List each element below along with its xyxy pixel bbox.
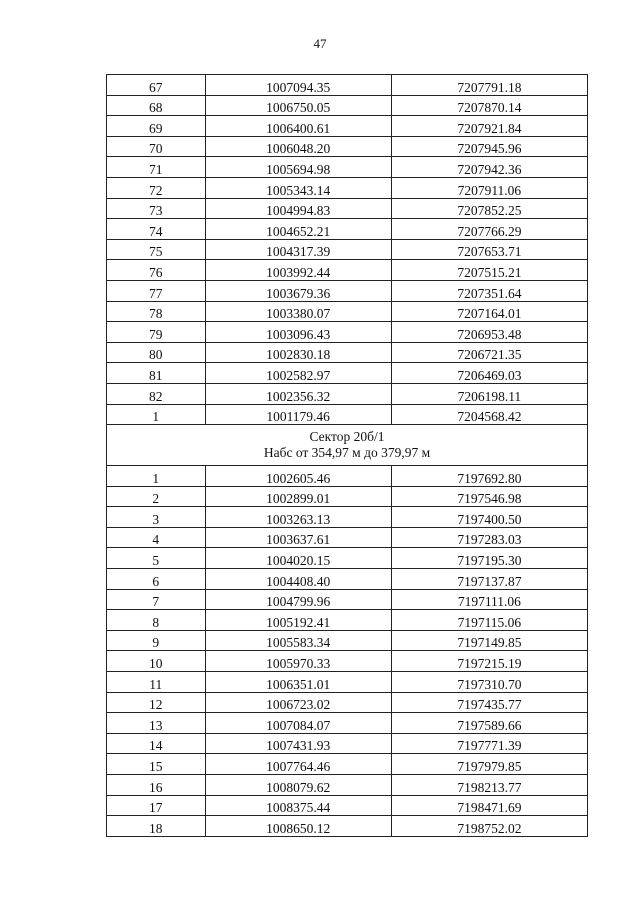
x-coordinate-cell: 1004994.83 — [205, 198, 391, 219]
table-row — [107, 342, 588, 363]
table-row — [107, 219, 588, 240]
y-coordinate-cell: 7207921.84 — [391, 116, 587, 137]
x-coordinate-cell: 1005970.33 — [205, 651, 391, 672]
point-number-cell: 81 — [107, 363, 206, 384]
table-row — [107, 322, 588, 343]
point-number-cell: 1 — [107, 466, 206, 487]
table-row — [107, 136, 588, 157]
section-subtitle: Набс от 354,97 м до 379,97 м — [263, 445, 431, 461]
y-coordinate-cell: 7197435.77 — [391, 692, 587, 713]
x-coordinate-cell: 1008375.44 — [205, 795, 391, 816]
table-row — [107, 610, 588, 631]
point-number-cell: 3 — [107, 507, 206, 528]
table-row — [107, 383, 588, 404]
table-row — [107, 816, 588, 837]
point-number-cell: 17 — [107, 795, 206, 816]
point-number-cell: 78 — [107, 301, 206, 322]
point-number-cell: 70 — [107, 136, 206, 157]
y-coordinate-cell: 7198471.69 — [391, 795, 587, 816]
point-number-cell: 67 — [107, 75, 206, 96]
x-coordinate-cell: 1003096.43 — [205, 322, 391, 343]
point-number-cell: 5 — [107, 548, 206, 569]
y-coordinate-cell: 7198213.77 — [391, 775, 587, 796]
y-coordinate-cell: 7197195.30 — [391, 548, 587, 569]
coordinates-table-body-bottom — [107, 466, 588, 837]
x-coordinate-cell: 1003992.44 — [205, 260, 391, 281]
x-coordinate-cell: 1007084.07 — [205, 713, 391, 734]
point-number-cell: 8 — [107, 610, 206, 631]
x-coordinate-cell: 1007431.93 — [205, 733, 391, 754]
x-coordinate-cell: 1001179.46 — [205, 404, 391, 425]
y-coordinate-cell: 7207870.14 — [391, 95, 587, 116]
x-coordinate-cell: 1005583.34 — [205, 630, 391, 651]
y-coordinate-cell: 7197546.98 — [391, 486, 587, 507]
table-row — [107, 630, 588, 651]
y-coordinate-cell: 7207791.18 — [391, 75, 587, 96]
x-coordinate-cell: 1004799.96 — [205, 589, 391, 610]
y-coordinate-cell: 7207164.01 — [391, 301, 587, 322]
table-row — [107, 198, 588, 219]
point-number-cell: 69 — [107, 116, 206, 137]
y-coordinate-cell: 7206198.11 — [391, 383, 587, 404]
table-row — [107, 486, 588, 507]
x-coordinate-cell: 1008650.12 — [205, 816, 391, 837]
x-coordinate-cell: 1004317.39 — [205, 239, 391, 260]
x-coordinate-cell: 1005343.14 — [205, 177, 391, 198]
point-number-cell: 9 — [107, 630, 206, 651]
y-coordinate-cell: 7197283.03 — [391, 527, 587, 548]
y-coordinate-cell: 7207766.29 — [391, 219, 587, 240]
table-row — [107, 239, 588, 260]
y-coordinate-cell: 7197979.85 — [391, 754, 587, 775]
y-coordinate-cell: 7197215.19 — [391, 651, 587, 672]
point-number-cell: 1 — [107, 404, 206, 425]
y-coordinate-cell: 7206469.03 — [391, 363, 587, 384]
table-row — [107, 651, 588, 672]
x-coordinate-cell: 1003679.36 — [205, 280, 391, 301]
section-header-row — [107, 425, 588, 466]
x-coordinate-cell: 1002582.97 — [205, 363, 391, 384]
point-number-cell: 79 — [107, 322, 206, 343]
y-coordinate-cell: 7204568.42 — [391, 404, 587, 425]
point-number-cell: 10 — [107, 651, 206, 672]
point-number-cell: 6 — [107, 569, 206, 590]
table-row — [107, 569, 588, 590]
x-coordinate-cell: 1003380.07 — [205, 301, 391, 322]
y-coordinate-cell: 7206953.48 — [391, 322, 587, 343]
point-number-cell: 68 — [107, 95, 206, 116]
x-coordinate-cell: 1002899.01 — [205, 486, 391, 507]
y-coordinate-cell: 7207351.64 — [391, 280, 587, 301]
x-coordinate-cell: 1002830.18 — [205, 342, 391, 363]
table-row — [107, 672, 588, 693]
point-number-cell: 71 — [107, 157, 206, 178]
table-row — [107, 692, 588, 713]
y-coordinate-cell: 7207945.96 — [391, 136, 587, 157]
table-row — [107, 177, 588, 198]
point-number-cell: 4 — [107, 527, 206, 548]
x-coordinate-cell: 1004652.21 — [205, 219, 391, 240]
y-coordinate-cell: 7207942.36 — [391, 157, 587, 178]
x-coordinate-cell: 1007764.46 — [205, 754, 391, 775]
y-coordinate-cell: 7198752.02 — [391, 816, 587, 837]
table-row — [107, 795, 588, 816]
table-row — [107, 404, 588, 425]
table-row — [107, 301, 588, 322]
y-coordinate-cell: 7197111.06 — [391, 589, 587, 610]
table-row — [107, 713, 588, 734]
table-row — [107, 548, 588, 569]
y-coordinate-cell: 7197400.50 — [391, 507, 587, 528]
y-coordinate-cell: 7197149.85 — [391, 630, 587, 651]
table-row — [107, 75, 588, 96]
table-row — [107, 280, 588, 301]
point-number-cell: 16 — [107, 775, 206, 796]
table-row — [107, 527, 588, 548]
point-number-cell: 7 — [107, 589, 206, 610]
point-number-cell: 14 — [107, 733, 206, 754]
x-coordinate-cell: 1004020.15 — [205, 548, 391, 569]
table-row — [107, 260, 588, 281]
y-coordinate-cell: 7197310.70 — [391, 672, 587, 693]
section-header-group — [107, 425, 588, 466]
section-title: Сектор 20б/1 — [309, 429, 385, 445]
y-coordinate-cell: 7197771.39 — [391, 733, 587, 754]
y-coordinate-cell: 7206721.35 — [391, 342, 587, 363]
y-coordinate-cell: 7197115.06 — [391, 610, 587, 631]
table-row — [107, 507, 588, 528]
point-number-cell: 82 — [107, 383, 206, 404]
section-header-cell — [107, 425, 588, 466]
x-coordinate-cell: 1005192.41 — [205, 610, 391, 631]
x-coordinate-cell: 1006351.01 — [205, 672, 391, 693]
x-coordinate-cell: 1008079.62 — [205, 775, 391, 796]
table-row — [107, 733, 588, 754]
y-coordinate-cell: 7197692.80 — [391, 466, 587, 487]
point-number-cell: 76 — [107, 260, 206, 281]
x-coordinate-cell: 1005694.98 — [205, 157, 391, 178]
point-number-cell: 74 — [107, 219, 206, 240]
table-row — [107, 157, 588, 178]
point-number-cell: 73 — [107, 198, 206, 219]
y-coordinate-cell: 7197137.87 — [391, 569, 587, 590]
y-coordinate-cell: 7197589.66 — [391, 713, 587, 734]
x-coordinate-cell: 1003637.61 — [205, 527, 391, 548]
page-number: 47 — [313, 36, 327, 51]
table-row — [107, 754, 588, 775]
point-number-cell: 72 — [107, 177, 206, 198]
x-coordinate-cell: 1006750.05 — [205, 95, 391, 116]
y-coordinate-cell: 7207515.21 — [391, 260, 587, 281]
point-number-cell: 15 — [107, 754, 206, 775]
y-coordinate-cell: 7207653.71 — [391, 239, 587, 260]
point-number-cell: 2 — [107, 486, 206, 507]
x-coordinate-cell: 1002605.46 — [205, 466, 391, 487]
point-number-cell: 12 — [107, 692, 206, 713]
x-coordinate-cell: 1006400.61 — [205, 116, 391, 137]
table-row — [107, 466, 588, 487]
point-number-cell: 75 — [107, 239, 206, 260]
point-number-cell: 18 — [107, 816, 206, 837]
table-row — [107, 363, 588, 384]
x-coordinate-cell: 1003263.13 — [205, 507, 391, 528]
x-coordinate-cell: 1006048.20 — [205, 136, 391, 157]
point-number-cell: 80 — [107, 342, 206, 363]
coordinates-table — [106, 74, 588, 837]
x-coordinate-cell: 1007094.35 — [205, 75, 391, 96]
x-coordinate-cell: 1004408.40 — [205, 569, 391, 590]
x-coordinate-cell: 1002356.32 — [205, 383, 391, 404]
table-row — [107, 116, 588, 137]
point-number-cell: 11 — [107, 672, 206, 693]
y-coordinate-cell: 7207911.06 — [391, 177, 587, 198]
y-coordinate-cell: 7207852.25 — [391, 198, 587, 219]
point-number-cell: 77 — [107, 280, 206, 301]
table-row — [107, 589, 588, 610]
coordinates-table-body-top — [107, 75, 588, 425]
point-number-cell: 13 — [107, 713, 206, 734]
table-row — [107, 95, 588, 116]
table-row — [107, 775, 588, 796]
x-coordinate-cell: 1006723.02 — [205, 692, 391, 713]
